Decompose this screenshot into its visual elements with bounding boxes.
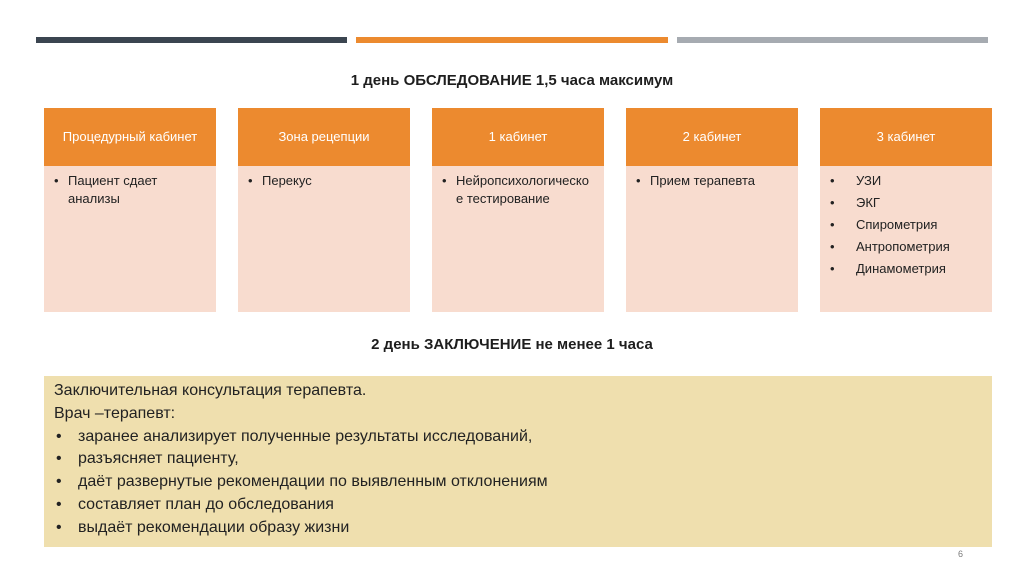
conclusion-item: • даёт развернутые рекомендации по выявленным отклонениям — [54, 471, 982, 494]
conclusion-item: • составляет план до обследования — [54, 494, 982, 517]
list-item: • Перекус — [248, 172, 402, 190]
column-cabinet-2 — [626, 108, 798, 312]
column-header: Процедурный кабинет — [44, 108, 216, 166]
column-body — [238, 166, 410, 312]
conclusion-item: • заранее анализирует полученные результаты исследований, — [54, 426, 982, 449]
column-body — [44, 166, 216, 312]
column-header: 1 кабинет — [432, 108, 604, 166]
conclusion-line: Врач –терапевт: — [54, 404, 176, 422]
conclusion-item: • выдаёт рекомендации образу жизни — [54, 517, 982, 540]
column-body — [626, 166, 798, 312]
list-item: • Спирометрия — [830, 216, 984, 234]
column-reception — [238, 108, 410, 312]
conclusion-item: • разъясняет пациенту, — [54, 448, 982, 471]
list-item: • Динамометрия — [830, 260, 984, 278]
conclusion-box — [44, 376, 992, 547]
list-item: • УЗИ — [830, 172, 984, 190]
day1-title: 1 день ОБСЛЕДОВАНИЕ 1,5 часа максимум — [350, 72, 674, 89]
page-number: 6 — [958, 549, 964, 559]
day2-title: 2 день ЗАКЛЮЧЕНИЕ не менее 1 часа — [371, 336, 653, 353]
list-item: • Нейропсихологическое тестирование — [442, 172, 596, 208]
column-cabinet-3 — [820, 108, 992, 312]
conclusion-line: Заключительная консультация терапевта. — [54, 382, 367, 399]
header-bar-dark — [36, 37, 347, 43]
column-cabinet-1 — [432, 108, 604, 312]
list-item: • Пациент сдает анализы — [54, 172, 208, 208]
header-bar-orange — [356, 37, 668, 43]
list-item: • ЭКГ — [830, 194, 984, 212]
list-item: • Прием терапевта — [636, 172, 790, 190]
column-body — [820, 166, 992, 312]
column-header: Зона рецепции — [238, 108, 410, 166]
list-item: • Антропометрия — [830, 238, 984, 256]
column-body — [432, 166, 604, 312]
column-procedure-room — [44, 108, 216, 312]
header-bar-gray — [677, 37, 988, 43]
column-header: 2 кабинет — [626, 108, 798, 166]
column-header: 3 кабинет — [820, 108, 992, 166]
